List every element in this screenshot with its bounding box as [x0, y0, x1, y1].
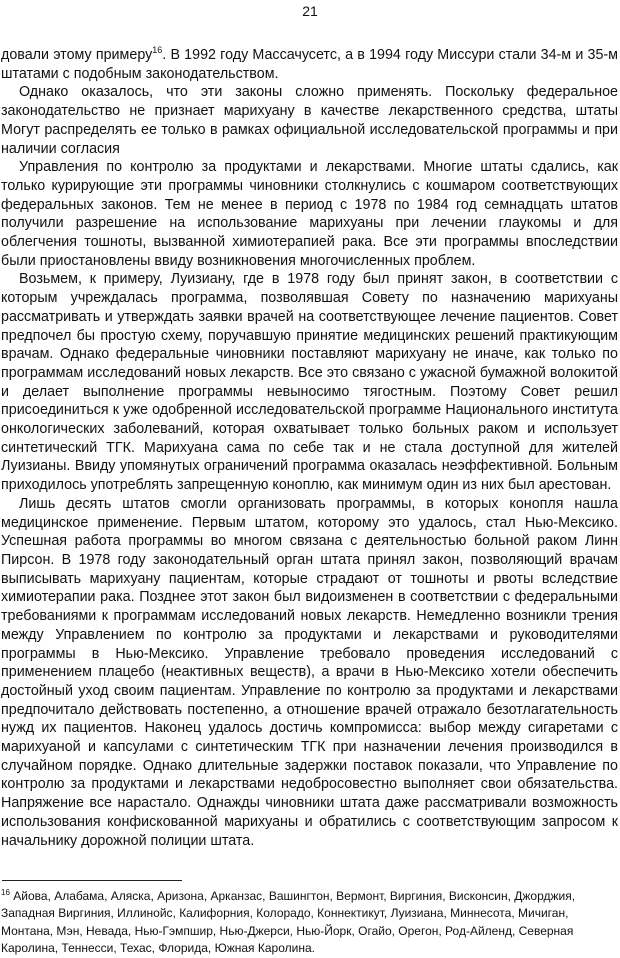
paragraph-2: Однако оказалось, что эти законы сложно применять. Поскольку федеральное законодательство не признает марихуану в качестве лекарственного средства, штаты Могут распределять ее только в рамках официальной исследовательской программы и при наличии согласия — [1, 84, 618, 157]
paragraph-3: Управления по контролю за продуктами и лекарствами. Многие штаты сдались, как только курирующие эти программы чиновники столкнулись с кошмаром соответствующих федеральных законов. Тем не менее в период с 1978 по 1984 год семнадцать штатов получили разрешение на использование марихуаны при лечении глаукомы и для облегчения тошноты, вызванной химиотерапией рака. Все эти программы впоследствии были приостановлены ввиду возникновения многочисленных проблем. — [1, 159, 618, 269]
footnote-text: Айова, Алабама, Аляска, Аризона, Арканзас, Вашингтон, Вермонт, Виргиния, Висконсин, Джорджия, Западная Виргиния, Иллинойс, Калифорния, Колорадо, Коннектикут, Луизиана, Миннесота, Мичиган, Монтана, Мэн, Невада, Нью-Гэмпшир, Нью-Джерси, Нью-Йорк, Огайо, Орегон, Род-Айленд, Северная Каролина, Теннесси, Техас, Флорида, Южная Каролина. — [1, 889, 576, 955]
footnote-marker: 16 — [1, 888, 10, 897]
footnote-ref-16[interactable]: 16 — [152, 45, 163, 55]
paragraph-5: Лишь десять штатов смогли организовать программы, в которых конопля нашла медицинское применение. Первым штатом, которому это удалось, стал Нью-Мексико. Успешная работа программы во многом связана с деятельностью больной раком Линн Пирсон. В 1978 году законодательный орган штата принял закон, позволяющий врачам выписывать марихуану пациентам, которые страдают от тошноты и рвоты вследствие химиотерапии рака. Позднее этот закон был видоизменен в соответствии с федеральными требованиями к программам исследований новых лекарств. Немедленно возникли трения между Управлением по контролю за продуктами и лекарствами и руководителями программы в Нью-Мексико. Управление требовало проведения исследований с применением плацебо (неактивных веществ), а врачи в Нью-Мексико хотели обеспечить достойный уход своим пациентам. Управление по контролю за продуктами и лекарствами предпочитало действовать постепенно, а отношение врачей отражало безотлагательность нужд их пациентов. Наконец удалось достичь компромисса: выбор между сигаретами с марихуаной и капсулами с синтетическим ТГК при назначении лечения производился в случайном порядке. Однако длительные задержки поставок показали, что Управление по контролю за продуктами и лекарствами недобросовестно выполняет свои обязательства. Напряжение все нарастало. Однажды чиновники штата даже рассматривали возможность использования конфискованной марихуаны и обратились с соответствующим запросом к начальнику дорожной полиции штата. — [1, 495, 618, 849]
paragraph-4: Возьмем, к примеру, Луизиану, где в 1978 году был принят закон, в соответствии с которым учреждалась программа, позволявшая Совету по назначению марихуаны рассматривать и утверждать заявки врачей на соответствующее лечение пациентов. Совет предпочел бы простую схему, поручавшую принятие медицинских решений практикующим врачам. Однако федеральные чиновники поставляют марихуану не иначе, как только по программам исследований новых лекарств. Все это связано с ужасной бумажной волокитой и делает выполнение программы невыносимо тягостным. Поэтому Совет решил присоединиться к уже одобренной исследовательской программе Национального института онкологических заболеваний, которая охватывает только больных раком и использует синтетический ТГК. Марихуана сама по себе так и не стала доступной для жителей Луизианы. Ввиду упомянутых ограничений программа оказалась неэффективной. Больным приходилось употреблять запрещенную коноплю, как минимум один из них был арестован. — [1, 271, 618, 494]
paragraph-1-end: . В 1992 году Массачусетс, а в 1994 году Миссури стали 34-м и 35-м штатами с подобным законодательством. — [1, 47, 618, 82]
footnote-16 — [1, 888, 618, 957]
body-text — [1, 46, 618, 850]
page-number: 21 — [302, 3, 318, 19]
footnote-divider — [2, 880, 182, 881]
paragraph-1 — [1, 46, 618, 83]
paragraph-1-start: довали этому примеру — [1, 47, 153, 63]
